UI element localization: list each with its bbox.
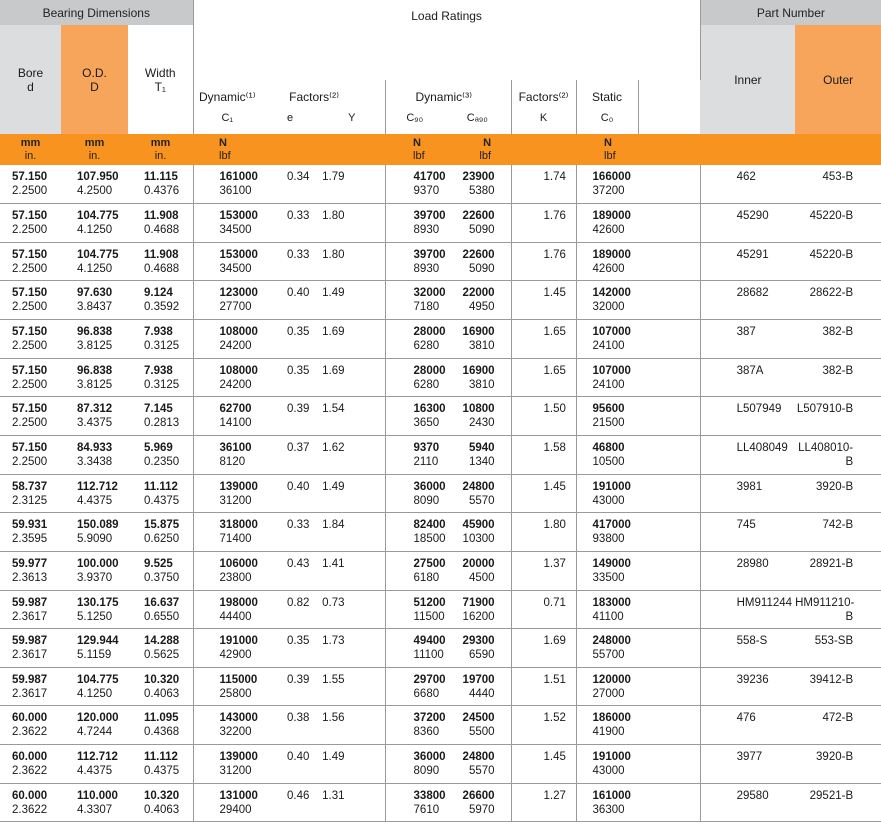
c1-cell: 123000 27700 <box>193 281 261 320</box>
width-header: Width T₁ <box>128 25 193 134</box>
width-cell: 11.112 0.4375 <box>128 745 193 784</box>
bore-cell: 57.150 2.2500 <box>0 281 61 320</box>
c90-cell: 41700 9370 <box>385 165 444 204</box>
e-cell: 0.43 <box>261 551 319 590</box>
c90-cell: 28000 6280 <box>385 320 444 359</box>
outer-part-cell: 382-B <box>795 358 881 397</box>
spacer-cell <box>638 358 700 397</box>
width-cell: 9.124 0.3592 <box>128 281 193 320</box>
c0-cell: 417000 93800 <box>576 513 638 552</box>
ca90-cell: 16900 3810 <box>444 320 511 359</box>
table-row <box>0 397 881 436</box>
bore-cell: 60.000 2.3622 <box>0 783 61 822</box>
k-cell: 1.76 <box>511 204 576 243</box>
inner-part-cell: HM911244 <box>700 590 795 629</box>
od-cell: 129.944 5.1159 <box>61 629 128 668</box>
outer-part-cell: 29521-B <box>795 783 881 822</box>
e-cell: 0.33 <box>261 513 319 552</box>
e-cell: 0.40 <box>261 745 319 784</box>
c0-cell: 189000 42600 <box>576 204 638 243</box>
c90-cell: 16300 3650 <box>385 397 444 436</box>
od-cell: 107.950 4.2500 <box>61 165 128 204</box>
table-row <box>0 474 881 513</box>
c1-cell: 108000 24200 <box>193 320 261 359</box>
k-cell: 1.65 <box>511 320 576 359</box>
k-cell: 1.37 <box>511 551 576 590</box>
spacer-cell <box>638 165 700 204</box>
spacer-cell <box>638 706 700 745</box>
table-row <box>0 435 881 474</box>
width-cell: 7.145 0.2813 <box>128 397 193 436</box>
width-cell: 9.525 0.3750 <box>128 551 193 590</box>
e-cell: 0.33 <box>261 242 319 281</box>
bore-cell: 58.737 2.3125 <box>0 474 61 513</box>
table-row <box>0 706 881 745</box>
bore-cell: 57.150 2.2500 <box>0 204 61 243</box>
y-cell: 1.73 <box>319 629 385 668</box>
bearing-dimensions-header: Bearing Dimensions <box>0 0 193 25</box>
spacer-cell <box>638 513 700 552</box>
inner-part-cell: 387A <box>700 358 795 397</box>
table-row <box>0 667 881 706</box>
od-cell: 112.712 4.4375 <box>61 745 128 784</box>
k-cell: 1.50 <box>511 397 576 436</box>
inner-part-cell: 28682 <box>700 281 795 320</box>
table-row <box>0 281 881 320</box>
k-cell: 1.69 <box>511 629 576 668</box>
c1-cell: 153000 34500 <box>193 242 261 281</box>
y-cell: 1.62 <box>319 435 385 474</box>
ca90-cell: 71900 16200 <box>444 590 511 629</box>
units-row: mm in. mm in. mm in. N lbf N lbf N lbf N lbf <box>0 134 881 165</box>
table-row <box>0 745 881 784</box>
k-cell: 1.58 <box>511 435 576 474</box>
c0-cell: 183000 41100 <box>576 590 638 629</box>
dynamic3-c90-header: Dynamic⁽³⁾ C₉₀ <box>385 80 444 134</box>
outer-header: Outer <box>795 25 881 134</box>
spacer-cell <box>638 320 700 359</box>
outer-part-cell: 3920-B <box>795 474 881 513</box>
od-cell: 104.775 4.1250 <box>61 204 128 243</box>
table-row <box>0 551 881 590</box>
od-cell: 96.838 3.8125 <box>61 358 128 397</box>
spacer-cell <box>638 590 700 629</box>
c90-cell: 39700 8930 <box>385 204 444 243</box>
e-cell: 0.40 <box>261 281 319 320</box>
ca90-cell: 5940 1340 <box>444 435 511 474</box>
table-row <box>0 165 881 204</box>
c1-cell: 62700 14100 <box>193 397 261 436</box>
spacer-cell <box>638 204 700 243</box>
y-cell: 1.41 <box>319 551 385 590</box>
inner-part-cell: 3977 <box>700 745 795 784</box>
inner-part-cell: 45290 <box>700 204 795 243</box>
inner-part-cell: 387 <box>700 320 795 359</box>
dynamic1-header: Dynamic⁽¹⁾ C₁ <box>193 80 261 134</box>
c90-cell: 27500 6180 <box>385 551 444 590</box>
inner-part-cell: 45291 <box>700 242 795 281</box>
c1-cell: 143000 32200 <box>193 706 261 745</box>
k-cell: 1.65 <box>511 358 576 397</box>
c0-cell: 107000 24100 <box>576 358 638 397</box>
e-cell: 0.46 <box>261 783 319 822</box>
factors-k-header: Factors⁽²⁾ K <box>511 80 576 134</box>
outer-part-cell: 453-B <box>795 165 881 204</box>
ca90-cell: 10800 2430 <box>444 397 511 436</box>
outer-part-cell: 39412-B <box>795 667 881 706</box>
table-row <box>0 242 881 281</box>
bore-cell: 57.150 2.2500 <box>0 358 61 397</box>
y-cell: 1.69 <box>319 320 385 359</box>
e-cell: 0.39 <box>261 667 319 706</box>
inner-part-cell: 462 <box>700 165 795 204</box>
width-cell: 10.320 0.4063 <box>128 667 193 706</box>
e-cell: 0.82 <box>261 590 319 629</box>
outer-part-cell: 45220-B <box>795 204 881 243</box>
outer-part-cell: 553-SB <box>795 629 881 668</box>
factors-y-header: Y <box>319 80 385 134</box>
inner-part-cell: 745 <box>700 513 795 552</box>
y-cell: 1.49 <box>319 281 385 320</box>
y-cell: 0.73 <box>319 590 385 629</box>
bore-cell: 57.150 2.2500 <box>0 165 61 204</box>
od-cell: 110.000 4.3307 <box>61 783 128 822</box>
load-ratings-header: Load Ratings <box>193 0 700 80</box>
width-cell: 11.908 0.4688 <box>128 242 193 281</box>
od-cell: 112.712 4.4375 <box>61 474 128 513</box>
outer-part-cell: L507910-B <box>795 397 881 436</box>
e-cell: 0.35 <box>261 629 319 668</box>
ca90-cell: 22000 4950 <box>444 281 511 320</box>
outer-part-cell: 28921-B <box>795 551 881 590</box>
od-header: O.D. D <box>61 25 128 134</box>
c1-cell: 108000 24200 <box>193 358 261 397</box>
od-cell: 97.630 3.8437 <box>61 281 128 320</box>
y-cell: 1.49 <box>319 745 385 784</box>
k-cell: 1.45 <box>511 745 576 784</box>
width-cell: 7.938 0.3125 <box>128 320 193 359</box>
ca90-cell: 45900 10300 <box>444 513 511 552</box>
y-cell: 1.54 <box>319 397 385 436</box>
c1-cell: 36100 8120 <box>193 435 261 474</box>
od-cell: 150.089 5.9090 <box>61 513 128 552</box>
od-cell: 100.000 3.9370 <box>61 551 128 590</box>
k-cell: 1.45 <box>511 474 576 513</box>
table-row <box>0 358 881 397</box>
ca90-cell: 20000 4500 <box>444 551 511 590</box>
table-row <box>0 629 881 668</box>
od-cell: 104.775 4.1250 <box>61 242 128 281</box>
bore-cell: 59.987 2.3617 <box>0 590 61 629</box>
e-cell: 0.39 <box>261 397 319 436</box>
outer-part-cell: 45220-B <box>795 242 881 281</box>
c1-cell: 198000 44400 <box>193 590 261 629</box>
outer-part-cell: 742-B <box>795 513 881 552</box>
width-cell: 10.320 0.4063 <box>128 783 193 822</box>
bore-cell: 57.150 2.2500 <box>0 397 61 436</box>
spacer-cell <box>638 745 700 784</box>
c90-cell: 82400 18500 <box>385 513 444 552</box>
c90-cell: 51200 11500 <box>385 590 444 629</box>
od-cell: 96.838 3.8125 <box>61 320 128 359</box>
inner-part-cell: 558-S <box>700 629 795 668</box>
outer-part-cell: HM911210-B <box>795 590 881 629</box>
width-cell: 11.095 0.4368 <box>128 706 193 745</box>
table-row <box>0 320 881 359</box>
inner-part-cell: L507949 <box>700 397 795 436</box>
inner-part-cell: 476 <box>700 706 795 745</box>
c1-cell: 115000 25800 <box>193 667 261 706</box>
k-cell: 0.71 <box>511 590 576 629</box>
e-cell: 0.34 <box>261 165 319 204</box>
spacer-cell <box>638 629 700 668</box>
e-cell: 0.33 <box>261 204 319 243</box>
c0-cell: 149000 33500 <box>576 551 638 590</box>
c0-cell: 166000 37200 <box>576 165 638 204</box>
od-cell: 84.933 3.3438 <box>61 435 128 474</box>
e-cell: 0.35 <box>261 358 319 397</box>
c90-cell: 9370 2110 <box>385 435 444 474</box>
k-cell: 1.51 <box>511 667 576 706</box>
width-cell: 11.908 0.4688 <box>128 204 193 243</box>
ca90-cell: 24800 5570 <box>444 745 511 784</box>
od-cell: 87.312 3.4375 <box>61 397 128 436</box>
width-cell: 5.969 0.2350 <box>128 435 193 474</box>
spacer-cell <box>638 281 700 320</box>
width-cell: 16.637 0.6550 <box>128 590 193 629</box>
k-cell: 1.80 <box>511 513 576 552</box>
c90-cell: 33800 7610 <box>385 783 444 822</box>
inner-part-cell: LL408049 <box>700 435 795 474</box>
c90-cell: 36000 8090 <box>385 745 444 784</box>
ca90-header: Cₐ₉₀ <box>444 80 511 134</box>
c0-cell: 189000 42600 <box>576 242 638 281</box>
c0-cell: 46800 10500 <box>576 435 638 474</box>
k-cell: 1.27 <box>511 783 576 822</box>
e-cell: 0.38 <box>261 706 319 745</box>
y-cell: 1.84 <box>319 513 385 552</box>
bore-header: Bore d <box>0 25 61 134</box>
c0-cell: 107000 24100 <box>576 320 638 359</box>
ca90-cell: 24800 5570 <box>444 474 511 513</box>
bore-cell: 57.150 2.2500 <box>0 435 61 474</box>
outer-part-cell: 3920-B <box>795 745 881 784</box>
ca90-cell: 26600 5970 <box>444 783 511 822</box>
c90-cell: 39700 8930 <box>385 242 444 281</box>
c0-cell: 142000 32000 <box>576 281 638 320</box>
e-cell: 0.37 <box>261 435 319 474</box>
c1-cell: 131000 29400 <box>193 783 261 822</box>
ca90-cell: 23900 5380 <box>444 165 511 204</box>
y-cell: 1.79 <box>319 165 385 204</box>
c0-cell: 191000 43000 <box>576 474 638 513</box>
table-row <box>0 783 881 822</box>
inner-part-cell: 39236 <box>700 667 795 706</box>
c1-cell: 318000 71400 <box>193 513 261 552</box>
bore-cell: 59.987 2.3617 <box>0 667 61 706</box>
spacer-cell <box>638 435 700 474</box>
bore-cell: 57.150 2.2500 <box>0 320 61 359</box>
inner-header: Inner <box>700 25 795 134</box>
e-cell: 0.35 <box>261 320 319 359</box>
ca90-cell: 29300 6590 <box>444 629 511 668</box>
c90-cell: 32000 7180 <box>385 281 444 320</box>
static-header: Static C₀ <box>576 80 638 134</box>
spacer-cell <box>638 242 700 281</box>
inner-part-cell: 3981 <box>700 474 795 513</box>
c1-cell: 161000 36100 <box>193 165 261 204</box>
inner-part-cell: 29580 <box>700 783 795 822</box>
y-cell: 1.49 <box>319 474 385 513</box>
width-cell: 11.112 0.4375 <box>128 474 193 513</box>
spacer-cell <box>638 474 700 513</box>
ca90-cell: 16900 3810 <box>444 358 511 397</box>
factors-e-header: Factors⁽²⁾ e <box>261 80 319 134</box>
width-cell: 14.288 0.5625 <box>128 629 193 668</box>
inner-part-cell: 28980 <box>700 551 795 590</box>
c0-cell: 95600 21500 <box>576 397 638 436</box>
ca90-cell: 22600 5090 <box>444 204 511 243</box>
k-cell: 1.45 <box>511 281 576 320</box>
od-cell: 104.775 4.1250 <box>61 667 128 706</box>
c90-cell: 36000 8090 <box>385 474 444 513</box>
outer-part-cell: 382-B <box>795 320 881 359</box>
ca90-cell: 22600 5090 <box>444 242 511 281</box>
y-cell: 1.69 <box>319 358 385 397</box>
table-row <box>0 513 881 552</box>
k-cell: 1.76 <box>511 242 576 281</box>
od-cell: 120.000 4.7244 <box>61 706 128 745</box>
part-number-header: Part Number <box>700 0 881 25</box>
c1-cell: 139000 31200 <box>193 745 261 784</box>
bore-cell: 59.977 2.3613 <box>0 551 61 590</box>
c90-cell: 28000 6280 <box>385 358 444 397</box>
width-cell: 15.875 0.6250 <box>128 513 193 552</box>
outer-part-cell: 28622-B <box>795 281 881 320</box>
y-cell: 1.56 <box>319 706 385 745</box>
c0-cell: 161000 36300 <box>576 783 638 822</box>
spacer-cell <box>638 783 700 822</box>
bore-cell: 60.000 2.3622 <box>0 745 61 784</box>
k-cell: 1.52 <box>511 706 576 745</box>
c1-cell: 139000 31200 <box>193 474 261 513</box>
width-cell: 7.938 0.3125 <box>128 358 193 397</box>
spacer-cell <box>638 397 700 436</box>
table-row <box>0 590 881 629</box>
y-cell: 1.31 <box>319 783 385 822</box>
ca90-cell: 24500 5500 <box>444 706 511 745</box>
bore-cell: 59.931 2.3595 <box>0 513 61 552</box>
table-row <box>0 204 881 243</box>
c0-cell: 248000 55700 <box>576 629 638 668</box>
c90-cell: 29700 6680 <box>385 667 444 706</box>
c1-cell: 106000 23800 <box>193 551 261 590</box>
c0-cell: 120000 27000 <box>576 667 638 706</box>
c1-cell: 153000 34500 <box>193 204 261 243</box>
width-cell: 11.115 0.4376 <box>128 165 193 204</box>
c90-cell: 49400 11100 <box>385 629 444 668</box>
outer-part-cell: 472-B <box>795 706 881 745</box>
k-cell: 1.74 <box>511 165 576 204</box>
y-cell: 1.80 <box>319 204 385 243</box>
c90-cell: 37200 8360 <box>385 706 444 745</box>
bore-cell: 59.987 2.3617 <box>0 629 61 668</box>
c0-cell: 186000 41900 <box>576 706 638 745</box>
spacer-cell <box>638 667 700 706</box>
ca90-cell: 19700 4440 <box>444 667 511 706</box>
y-cell: 1.80 <box>319 242 385 281</box>
bore-cell: 60.000 2.3622 <box>0 706 61 745</box>
y-cell: 1.55 <box>319 667 385 706</box>
bore-cell: 57.150 2.2500 <box>0 242 61 281</box>
c0-cell: 191000 43000 <box>576 745 638 784</box>
spacer-cell <box>638 551 700 590</box>
od-cell: 130.175 5.1250 <box>61 590 128 629</box>
outer-part-cell: LL408010-B <box>795 435 881 474</box>
c1-cell: 191000 42900 <box>193 629 261 668</box>
e-cell: 0.40 <box>261 474 319 513</box>
